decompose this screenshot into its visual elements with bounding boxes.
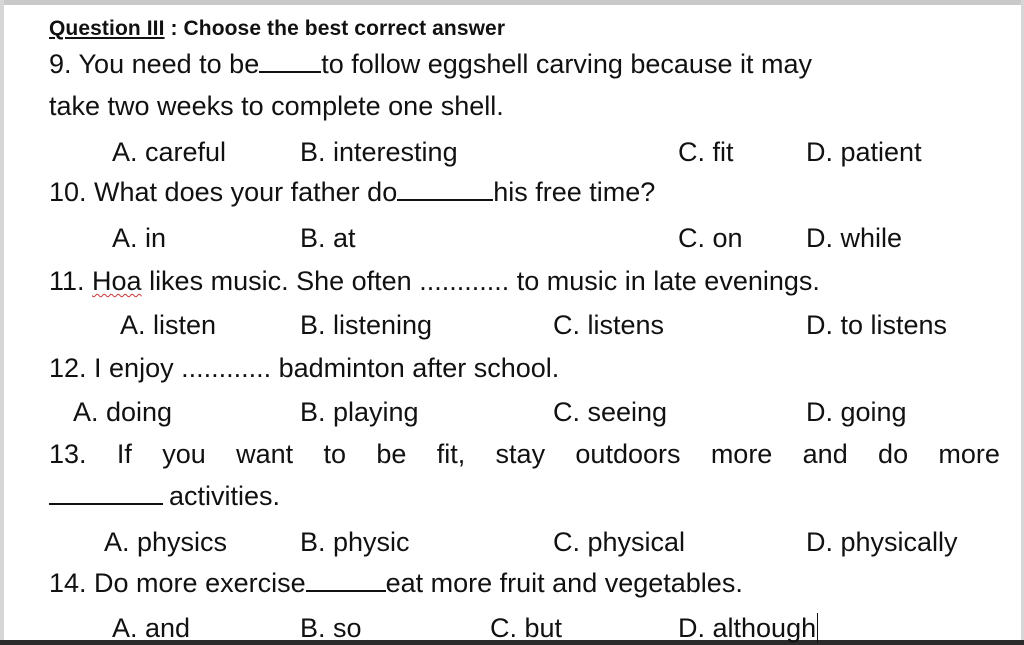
question-13-word: you <box>162 439 206 469</box>
answer-dots: ............ <box>419 266 510 296</box>
question-14-text-start: 14. Do more exercise <box>49 568 306 598</box>
question-9-option-b: B. interesting <box>300 137 458 167</box>
question-13-word: 13. <box>49 439 87 469</box>
question-10-text-start: 10. What does your father do <box>49 177 398 207</box>
question-14-text-end: eat more fruit and vegetables. <box>385 568 743 598</box>
question-13-text-end: activities. <box>169 481 281 511</box>
question-9-line-1 <box>49 48 812 80</box>
text-cursor <box>817 613 818 643</box>
question-13-word: do <box>878 439 909 469</box>
left-border <box>0 0 4 645</box>
question-11-option-a: A. listen <box>120 310 217 340</box>
question-13-word: If <box>116 439 132 469</box>
question-11-option-b: B. listening <box>300 310 433 340</box>
question-13-word: and <box>802 439 848 469</box>
question-11-option-c: C. listens <box>553 310 665 340</box>
answer-blank <box>306 590 386 592</box>
question-13-word: be <box>376 439 407 469</box>
question-13-word: stay <box>495 439 546 469</box>
question-13-word: more <box>938 439 1000 469</box>
question-12-line <box>49 352 559 384</box>
question-12-option-a: A. doing <box>73 397 173 427</box>
answer-dots: ............ <box>181 353 272 383</box>
section-title-label: Question III <box>49 17 165 40</box>
question-9-text-end: to follow eggshell carving because it may <box>321 49 812 79</box>
question-10-line <box>49 176 655 208</box>
question-11-line <box>49 265 820 297</box>
question-9-line-2: take two weeks to complete one shell. <box>49 91 504 121</box>
answer-blank <box>49 503 163 505</box>
question-9-option-a: A. careful <box>112 137 227 167</box>
question-11-text-end: to music in late evenings. <box>509 266 820 296</box>
question-13-option-d: D. physically <box>806 527 958 557</box>
question-12-option-d: D. going <box>806 397 907 427</box>
question-10-option-c: C. on <box>678 223 743 253</box>
question-12-option-c: C. seeing <box>553 397 668 427</box>
question-14-option-a: A. and <box>112 613 191 643</box>
question-14-line <box>49 567 743 599</box>
question-12-text-start: 12. I enjoy <box>49 353 182 383</box>
question-10-option-b: B. at <box>300 223 356 253</box>
question-12-option-b: B. playing <box>300 397 419 427</box>
question-10-text-end: his free time? <box>493 177 656 207</box>
question-12-text-end: badminton after school. <box>271 353 560 383</box>
question-13-line-2 <box>49 480 280 512</box>
top-border <box>0 0 1024 5</box>
question-13-option-a: A. physics <box>104 527 228 557</box>
question-13-line-1 <box>49 438 1000 470</box>
section-title-instruction: : Choose the best correct answer <box>164 17 506 40</box>
question-9-option-d: D. patient <box>806 137 922 167</box>
question-13-word: to <box>323 439 346 469</box>
answer-blank <box>397 199 493 201</box>
question-9-option-c: C. fit <box>678 137 734 167</box>
question-11-option-d: D. to listens <box>806 310 948 340</box>
question-11-name: Hoa <box>92 266 142 296</box>
question-13-option-b: B. physic <box>300 527 410 557</box>
question-11-text-start: likes music. She often <box>141 266 420 296</box>
question-14-option-c: C. but <box>490 613 563 643</box>
answer-blank <box>259 71 321 73</box>
question-13-word: outdoors <box>575 439 681 469</box>
question-13-word: more <box>710 439 773 469</box>
question-14-option-d-text: D. although <box>678 613 817 643</box>
question-10-option-d: D. while <box>806 223 903 253</box>
question-13-word: fit, <box>436 439 466 469</box>
section-title <box>49 17 505 41</box>
question-14-option-d <box>678 612 818 644</box>
question-13-option-c: C. physical <box>553 527 686 557</box>
question-13-word: want <box>236 439 294 469</box>
question-10-option-a: A. in <box>112 223 167 253</box>
question-9-text-start: 9. You need to be <box>49 49 260 79</box>
question-11-number: 11. <box>49 266 93 296</box>
question-14-option-b: B. so <box>300 613 362 643</box>
